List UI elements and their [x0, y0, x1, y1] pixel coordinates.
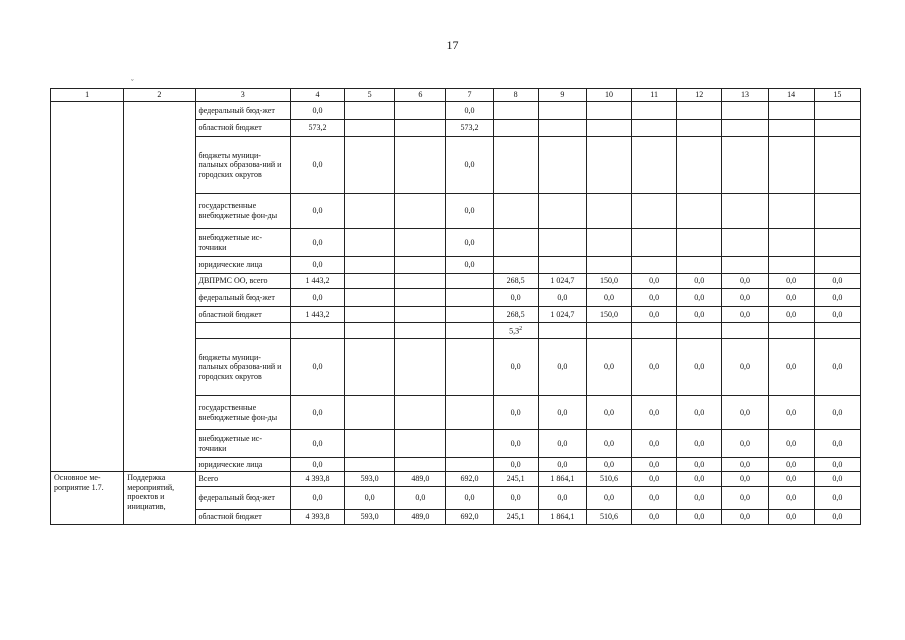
value-cell: [677, 323, 722, 339]
funding-source: федеральный бюд-жет: [195, 289, 290, 307]
value-cell: 0,0: [677, 396, 722, 430]
value-cell: [395, 323, 446, 339]
value-cell: [395, 289, 446, 307]
value-cell: [586, 229, 631, 257]
value-cell: 0,0: [722, 487, 768, 510]
value-cell: [768, 257, 814, 274]
value-cell: 0,0: [290, 194, 344, 229]
header-cell-14: 14: [768, 89, 814, 102]
funding-source: государственные внебюджетные фон-ды: [195, 194, 290, 229]
value-cell: [345, 458, 395, 472]
value-cell: [814, 194, 860, 229]
value-cell: 1 443,2: [290, 307, 344, 323]
value-cell: [538, 257, 586, 274]
value-cell: 0,0: [722, 307, 768, 323]
measure-name-empty: [124, 102, 195, 472]
value-cell: 0,0: [814, 307, 860, 323]
value-cell: 0,0: [538, 487, 586, 510]
value-cell: 0,0: [395, 487, 446, 510]
value-cell: [586, 102, 631, 120]
value-cell: 0,0: [290, 430, 344, 458]
value-cell: [768, 229, 814, 257]
value-cell: 0,0: [446, 137, 493, 194]
value-cell: [722, 102, 768, 120]
value-cell: [345, 274, 395, 289]
value-cell: 4 393,8: [290, 510, 344, 525]
value-cell: 0,0: [446, 194, 493, 229]
value-cell: [493, 102, 538, 120]
value-cell: 0,0: [722, 430, 768, 458]
value-cell: 0,0: [345, 487, 395, 510]
value-cell: 245,1: [493, 472, 538, 487]
value-cell: [395, 458, 446, 472]
value-cell: 0,0: [538, 289, 586, 307]
value-cell: 0,0: [446, 102, 493, 120]
value-cell: [586, 120, 631, 137]
value-cell: [345, 102, 395, 120]
value-cell: [290, 323, 344, 339]
value-cell: 0,0: [493, 289, 538, 307]
value-cell: 0,0: [677, 307, 722, 323]
value-cell: [493, 137, 538, 194]
value-cell: 0,0: [538, 339, 586, 396]
header-cell-10: 10: [586, 89, 631, 102]
table-row: [51, 102, 861, 120]
value-cell: 0,0: [677, 289, 722, 307]
value-cell: 0,0: [632, 396, 677, 430]
header-cell-2: 2: [124, 89, 195, 102]
value-cell: [395, 229, 446, 257]
value-cell: 0,0: [493, 339, 538, 396]
value-cell: [722, 323, 768, 339]
value-cell: 0,0: [722, 396, 768, 430]
value-cell: 0,0: [290, 289, 344, 307]
table-row: [51, 472, 861, 487]
value-cell: [395, 430, 446, 458]
value-cell: 0,0: [814, 396, 860, 430]
value-cell: 0,0: [290, 487, 344, 510]
value-cell: 0,0: [493, 396, 538, 430]
value-cell: 0,0: [677, 487, 722, 510]
value-cell: [493, 229, 538, 257]
value-cell: 0,0: [722, 510, 768, 525]
value-cell: 0,0: [814, 458, 860, 472]
value-cell: 510,6: [586, 472, 631, 487]
header-cell-12: 12: [677, 89, 722, 102]
value-cell: 0,0: [586, 430, 631, 458]
value-cell: [814, 102, 860, 120]
value-cell: 0,0: [677, 472, 722, 487]
value-cell: [493, 194, 538, 229]
value-cell: [722, 137, 768, 194]
value-cell: 0,0: [290, 458, 344, 472]
value-cell: [632, 257, 677, 274]
value-cell: 0,0: [290, 102, 344, 120]
header-cell-7: 7: [446, 89, 493, 102]
value-cell: 0,0: [768, 510, 814, 525]
value-cell: 0,0: [677, 458, 722, 472]
funding-source: областной бюджет: [195, 120, 290, 137]
value-cell: 0,0: [814, 339, 860, 396]
value-cell: [345, 289, 395, 307]
value-cell: [395, 307, 446, 323]
value-cell: 1 024,7: [538, 307, 586, 323]
value-cell: [446, 307, 493, 323]
value-cell: [345, 194, 395, 229]
value-cell: 0,0: [722, 289, 768, 307]
value-cell: 0,0: [814, 289, 860, 307]
value-cell: 150,0: [586, 307, 631, 323]
value-cell: 0,0: [722, 274, 768, 289]
value-cell: [345, 339, 395, 396]
value-cell: [538, 323, 586, 339]
value-cell: [586, 323, 631, 339]
value-cell: 0,0: [586, 289, 631, 307]
value-cell: 0,0: [768, 307, 814, 323]
value-cell: 0,0: [446, 229, 493, 257]
value-cell: [768, 194, 814, 229]
value-cell: 0,0: [814, 487, 860, 510]
value-cell: 0,0: [768, 458, 814, 472]
value-cell: 593,0: [345, 472, 395, 487]
value-cell: 0,0: [677, 339, 722, 396]
value-cell: [345, 323, 395, 339]
value-cell: 0,0: [586, 396, 631, 430]
value-cell: [814, 323, 860, 339]
value-cell: [722, 257, 768, 274]
value-cell: 0,0: [290, 396, 344, 430]
value-cell: 0,0: [632, 307, 677, 323]
value-cell: 0,0: [722, 339, 768, 396]
value-cell: 0,0: [768, 430, 814, 458]
value-cell: 0,0: [768, 339, 814, 396]
header-cell-1: 1: [51, 89, 124, 102]
value-cell: [395, 274, 446, 289]
funding-source: бюджеты муници-пальных образова-ний и городских округов: [195, 339, 290, 396]
value-cell: [632, 229, 677, 257]
value-cell: 0,0: [677, 510, 722, 525]
value-cell: [395, 339, 446, 396]
header-cell-15: 15: [814, 89, 860, 102]
value-cell: 0,0: [632, 472, 677, 487]
value-cell: 0,0: [632, 289, 677, 307]
value-cell: 0,0: [538, 458, 586, 472]
value-cell: 268,5: [493, 274, 538, 289]
value-cell: 4 393,8: [290, 472, 344, 487]
value-cell: [632, 137, 677, 194]
scan-mark: ˇ: [131, 78, 134, 87]
value-cell: [768, 323, 814, 339]
funding-source: государственные внебюджетные фон-ды: [195, 396, 290, 430]
value-cell: 0,0: [538, 396, 586, 430]
header-cell-9: 9: [538, 89, 586, 102]
value-cell: 0,0: [632, 510, 677, 525]
value-cell: [345, 430, 395, 458]
value-cell: 0,0: [768, 472, 814, 487]
budget-table: [50, 88, 861, 525]
value-cell: [446, 323, 493, 339]
value-cell: 0,0: [768, 274, 814, 289]
funding-source: внебюджетные ис-точники: [195, 430, 290, 458]
value-cell: [814, 229, 860, 257]
value-cell: 0,0: [722, 472, 768, 487]
value-cell: 0,0: [814, 274, 860, 289]
value-cell: 0,0: [632, 458, 677, 472]
value-cell: [814, 137, 860, 194]
value-cell: [677, 257, 722, 274]
value-cell: [632, 194, 677, 229]
value-cell: [345, 229, 395, 257]
value-cell: 593,0: [345, 510, 395, 525]
value-cell: [538, 229, 586, 257]
value-cell: [345, 396, 395, 430]
value-cell: [395, 102, 446, 120]
value-cell: 0,0: [493, 487, 538, 510]
value-cell: 0,0: [538, 430, 586, 458]
value-cell: [722, 194, 768, 229]
funding-source: внебюджетные ис-точники: [195, 229, 290, 257]
value-cell: [446, 430, 493, 458]
value-cell: 0,0: [586, 339, 631, 396]
value-cell: 1 443,2: [290, 274, 344, 289]
value-cell: 1 024,7: [538, 274, 586, 289]
value-cell: $5,3^2$: [493, 323, 538, 339]
value-cell: [632, 120, 677, 137]
value-cell: [538, 137, 586, 194]
value-cell: [446, 339, 493, 396]
value-cell: 0,0: [290, 257, 344, 274]
value-cell: 150,0: [586, 274, 631, 289]
header-cell-11: 11: [632, 89, 677, 102]
value-cell: 0,0: [290, 137, 344, 194]
value-cell: 0,0: [632, 339, 677, 396]
value-cell: [814, 257, 860, 274]
value-cell: 268,5: [493, 307, 538, 323]
value-cell: 0,0: [493, 458, 538, 472]
funding-source: федеральный бюд-жет: [195, 102, 290, 120]
measure-name: Поддержка мероприятий, проектов и инициатив,: [124, 472, 195, 525]
value-cell: [538, 120, 586, 137]
value-cell: [814, 120, 860, 137]
value-cell: 573,2: [446, 120, 493, 137]
value-cell: [722, 229, 768, 257]
value-cell: 0,0: [446, 487, 493, 510]
header-cell-6: 6: [395, 89, 446, 102]
value-cell: 0,0: [677, 274, 722, 289]
value-cell: 692,0: [446, 510, 493, 525]
value-cell: 0,0: [586, 458, 631, 472]
value-cell: 0,0: [632, 430, 677, 458]
value-cell: [446, 396, 493, 430]
value-cell: 1 864,1: [538, 510, 586, 525]
header-cell-5: 5: [345, 89, 395, 102]
funding-source: юридические лица: [195, 458, 290, 472]
value-cell: [395, 120, 446, 137]
value-cell: [586, 257, 631, 274]
value-cell: 0,0: [814, 430, 860, 458]
header-cell-8: 8: [493, 89, 538, 102]
value-cell: 0,0: [814, 510, 860, 525]
funding-source: ДВПРМС ОО, всего: [195, 274, 290, 289]
value-cell: 0,0: [493, 430, 538, 458]
value-cell: [345, 307, 395, 323]
value-cell: [395, 396, 446, 430]
header-cell-4: 4: [290, 89, 344, 102]
funding-source: юридические лица: [195, 257, 290, 274]
value-cell: [446, 274, 493, 289]
value-cell: [768, 102, 814, 120]
value-cell: [493, 120, 538, 137]
value-cell: 0,0: [768, 289, 814, 307]
measure-number: Основное ме-роприятие 1.7.: [51, 472, 124, 525]
funding-source: Всего: [195, 472, 290, 487]
value-cell: [538, 194, 586, 229]
value-cell: [632, 323, 677, 339]
value-cell: 510,6: [586, 510, 631, 525]
value-cell: 0,0: [768, 396, 814, 430]
value-cell: [345, 257, 395, 274]
value-cell: 0,0: [722, 458, 768, 472]
value-cell: 245,1: [493, 510, 538, 525]
value-cell: [586, 194, 631, 229]
value-cell: [395, 257, 446, 274]
page-number: 17: [446, 38, 459, 52]
value-cell: 692,0: [446, 472, 493, 487]
value-cell: [538, 102, 586, 120]
value-cell: 0,0: [290, 229, 344, 257]
value-cell: [586, 137, 631, 194]
value-cell: [632, 102, 677, 120]
value-cell: 0,0: [290, 339, 344, 396]
value-cell: [677, 137, 722, 194]
funding-source: бюджеты муници-пальных образова-ний и городских округов: [195, 137, 290, 194]
value-cell: 0,0: [814, 472, 860, 487]
header-cell-3: 3: [195, 89, 290, 102]
value-cell: [677, 194, 722, 229]
measure-cell-empty: [51, 102, 124, 472]
funding-source: областной бюджет: [195, 307, 290, 323]
value-cell: [768, 137, 814, 194]
header-row: [51, 89, 861, 102]
value-cell: [446, 289, 493, 307]
value-cell: [395, 137, 446, 194]
funding-source: федеральный бюд-жет: [195, 487, 290, 510]
funding-source: областной бюджет: [195, 510, 290, 525]
value-cell: [722, 120, 768, 137]
value-cell: [345, 137, 395, 194]
value-cell: 489,0: [395, 510, 446, 525]
value-cell: [768, 120, 814, 137]
value-cell: [677, 120, 722, 137]
header-cell-13: 13: [722, 89, 768, 102]
value-cell: 1 864,1: [538, 472, 586, 487]
funding-source: [195, 323, 290, 339]
value-cell: 0,0: [632, 487, 677, 510]
value-cell: [446, 458, 493, 472]
value-cell: 0,0: [586, 487, 631, 510]
value-cell: 0,0: [632, 274, 677, 289]
value-cell: [677, 229, 722, 257]
value-cell: [395, 194, 446, 229]
value-cell: 573,2: [290, 120, 344, 137]
value-cell: [345, 120, 395, 137]
value-cell: 489,0: [395, 472, 446, 487]
value-cell: [677, 102, 722, 120]
value-cell: 0,0: [677, 430, 722, 458]
value-cell: 0,0: [446, 257, 493, 274]
value-cell: [493, 257, 538, 274]
value-cell: 0,0: [768, 487, 814, 510]
